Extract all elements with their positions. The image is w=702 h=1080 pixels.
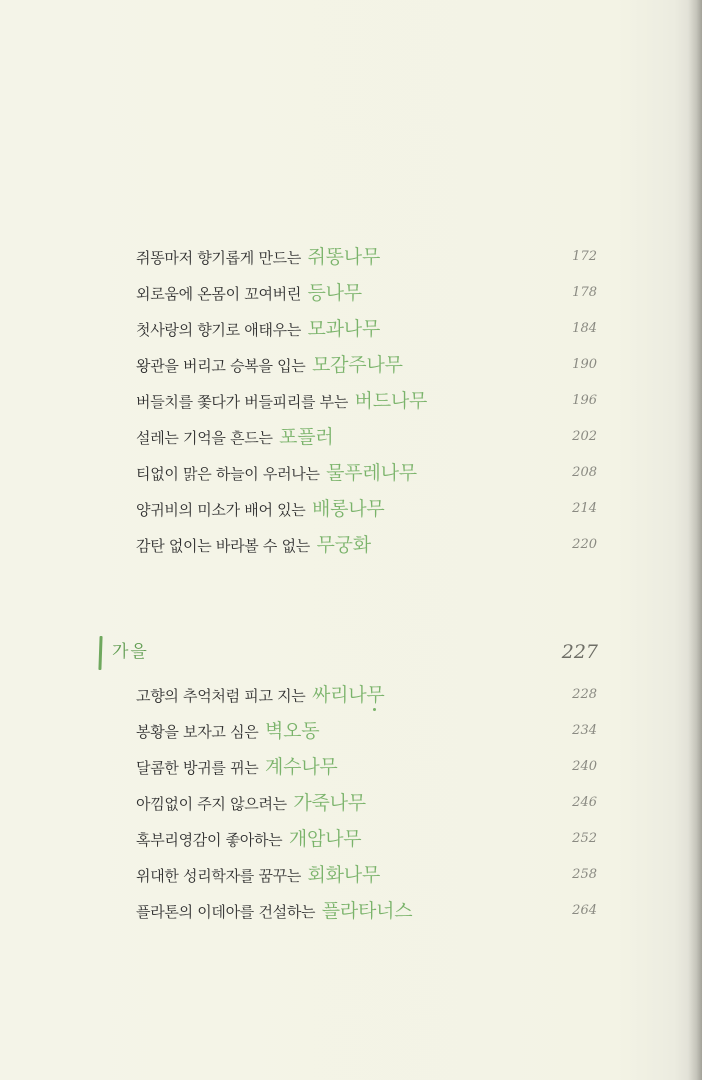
toc-entry-page-number: 178 bbox=[572, 285, 597, 300]
toc-entry-page-number: 228 bbox=[572, 687, 597, 702]
toc-entry bbox=[0, 458, 702, 488]
toc-entry-tree-name: 벽오동 bbox=[264, 720, 320, 742]
section-marker-bar bbox=[98, 636, 102, 670]
toc-entry bbox=[0, 860, 702, 890]
toc-entry-tree-name: 계수나무 bbox=[264, 756, 338, 778]
toc-entry-title bbox=[136, 314, 380, 345]
toc-entry-page-number: 252 bbox=[572, 831, 597, 846]
toc-entry-phrase: 플라톤의 이데아를 건설하는 bbox=[136, 903, 320, 921]
toc-entry-phrase: 고향의 추억처럼 피고 지는 bbox=[136, 687, 310, 705]
toc-entry-page-number: 208 bbox=[572, 465, 597, 480]
toc-entry-tree-name: 무궁화 bbox=[316, 534, 371, 556]
toc-entry-title bbox=[136, 824, 361, 855]
toc-entry-page-number: 196 bbox=[572, 393, 597, 408]
toc-entry-tree-name: 물푸레나무 bbox=[326, 462, 417, 484]
toc-entry-tree-name: 회화나무 bbox=[307, 864, 381, 886]
toc-entry bbox=[0, 680, 702, 710]
toc-entry-phrase: 달콤한 방귀를 뀌는 bbox=[136, 759, 263, 777]
toc-entry-tree-name: 가죽나무 bbox=[293, 792, 366, 814]
toc-entry-phrase: 티없이 맑은 하늘이 우러나는 bbox=[136, 465, 325, 483]
toc-entry-page-number: 220 bbox=[572, 537, 597, 552]
toc-entry bbox=[0, 530, 702, 560]
section-header-autumn bbox=[0, 634, 702, 670]
toc-entry-tree-name: 싸리나무 bbox=[311, 684, 385, 706]
toc-entry-phrase: 양귀비의 미소가 배어 있는 bbox=[136, 501, 310, 519]
toc-entry-phrase: 외로움에 온몸이 꼬여버린 bbox=[136, 285, 306, 303]
toc-entry-title bbox=[136, 494, 385, 525]
toc-entry-page-number: 264 bbox=[572, 903, 597, 918]
toc-entry-tree-name: 배롱나무 bbox=[311, 498, 385, 520]
toc-entry-title bbox=[136, 860, 380, 891]
toc-entry-phrase: 버들치를 쫓다가 버들피리를 부는 bbox=[136, 393, 353, 411]
toc-entry-title bbox=[136, 278, 362, 309]
toc-entry-tree-name: 플라타너스 bbox=[321, 900, 413, 922]
toc-entry-phrase: 아낌없이 주지 않으려는 bbox=[136, 795, 292, 813]
toc-entry-title bbox=[136, 458, 417, 489]
toc-entry bbox=[0, 242, 702, 272]
toc-entry-tree-name: 모감주나무 bbox=[311, 354, 403, 376]
toc-entry-phrase: 봉황을 보자고 심은 bbox=[136, 723, 263, 741]
section-page-number: 227 bbox=[561, 641, 598, 663]
toc-entry bbox=[0, 422, 702, 452]
toc-entry bbox=[0, 278, 702, 308]
toc-entry-phrase: 위대한 성리학자를 꿈꾸는 bbox=[136, 867, 306, 885]
toc-entry-tree-name: 포플러 bbox=[279, 426, 334, 448]
toc-entry-tree-name: 쥐똥나무 bbox=[307, 246, 381, 268]
toc-entry-page-number: 184 bbox=[572, 321, 597, 336]
toc-entry-tree-name: 개암나무 bbox=[288, 828, 362, 850]
toc-entry-page-number: 172 bbox=[572, 249, 597, 264]
toc-entry bbox=[0, 494, 702, 524]
toc-entry-tree-name: 버드나무 bbox=[354, 390, 428, 412]
toc-entry-title bbox=[136, 350, 403, 381]
toc-entry bbox=[0, 896, 702, 926]
toc-entry-phrase: 쥐똥마저 향기롭게 만드는 bbox=[136, 249, 306, 267]
toc-entry bbox=[0, 824, 702, 854]
toc-entry-phrase: 감탄 없이는 바라볼 수 없는 bbox=[136, 537, 315, 555]
toc-entry-page-number: 190 bbox=[572, 357, 597, 372]
toc-entry bbox=[0, 386, 702, 416]
toc-entry-tree-name: 등나무 bbox=[307, 282, 362, 304]
toc-entry-page-number: 240 bbox=[572, 759, 597, 774]
toc-entry-page-number: 202 bbox=[572, 429, 597, 444]
toc-entry-phrase: 설레는 기억을 흔드는 bbox=[136, 429, 278, 447]
toc-entry bbox=[0, 716, 702, 746]
toc-entry bbox=[0, 752, 702, 782]
toc-entry-page-number: 214 bbox=[572, 501, 597, 516]
toc-entry-tree-name: 모과나무 bbox=[307, 318, 381, 340]
toc-entry-page-number: 246 bbox=[572, 795, 597, 810]
toc-entry-title bbox=[136, 680, 385, 711]
toc-entry-title bbox=[136, 896, 412, 927]
toc-entry-title bbox=[136, 716, 319, 747]
ink-dot bbox=[373, 708, 376, 711]
toc-entry-phrase: 왕관을 버리고 승복을 입는 bbox=[136, 357, 310, 375]
toc-entry-phrase: 첫사랑의 향기로 애태우는 bbox=[136, 321, 306, 339]
toc-entry bbox=[0, 314, 702, 344]
toc-entry-title bbox=[136, 752, 338, 783]
toc-entry-title bbox=[136, 788, 366, 819]
toc-entry bbox=[0, 350, 702, 380]
toc-entry-page-number: 234 bbox=[572, 723, 597, 738]
toc-entry-page-number: 258 bbox=[572, 867, 597, 882]
toc-entry-title bbox=[136, 386, 427, 417]
toc-entry-title bbox=[136, 530, 371, 561]
toc-entry-title bbox=[136, 242, 380, 273]
toc-entry bbox=[0, 788, 702, 818]
toc-entry-title bbox=[136, 422, 334, 453]
section-title: 가을 bbox=[112, 642, 149, 662]
toc-entry-phrase: 혹부리영감이 좋아하는 bbox=[136, 831, 287, 849]
